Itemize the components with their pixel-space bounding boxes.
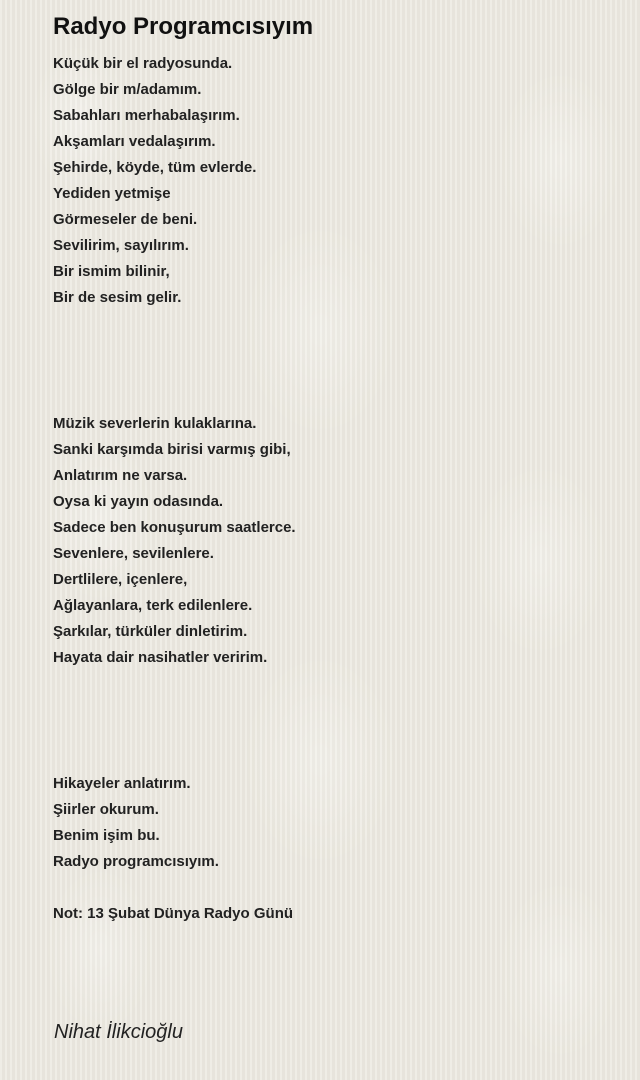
poem-line: Dertlilere, içenlere, <box>53 571 188 588</box>
poem-line: Şarkılar, türküler dinletirim. <box>53 623 248 640</box>
poem-line: Sadece ben konuşurum saatlerce. <box>53 519 296 536</box>
poem-line: Yediden yetmişe <box>53 185 171 202</box>
poem-line: Bir de sesim gelir. <box>53 289 182 306</box>
stanza-2 <box>53 411 613 671</box>
poem-line: Sevenlere, sevilenlere. <box>53 545 214 562</box>
poem-line: Sevilirim, sayılırım. <box>53 237 189 254</box>
poem-note: Not: 13 Şubat Dünya Radyo Günü <box>53 905 294 922</box>
poem-line: Benim işim bu. <box>53 827 160 844</box>
poem-line: Bir ismim bilinir, <box>53 263 170 280</box>
poem-line: Oysa ki yayın odasında. <box>53 493 224 510</box>
stanza-3 <box>53 771 613 875</box>
poem-line: Şiirler okurum. <box>53 801 159 818</box>
poem-line: Müzik severlerin kulaklarına. <box>53 415 257 432</box>
poem-line: Görmeseler de beni. <box>53 211 198 228</box>
poem-line: Ağlayanlara, terk edilenlere. <box>53 597 253 614</box>
poem-line: Radyo programcısıyım. <box>53 853 219 870</box>
poem-line: Küçük bir el radyosunda. <box>53 55 233 72</box>
poem-line: Şehirde, köyde, tüm evlerde. <box>53 159 257 176</box>
poem-line: Hayata dair nasihatler veririm. <box>53 649 268 666</box>
poem-title: Radyo Programcısıyım <box>53 13 314 40</box>
stanza-1 <box>53 51 613 311</box>
poem-line: Sanki karşımda birisi varmış gibi, <box>53 441 291 458</box>
poem-line: Anlatırım ne varsa. <box>53 467 188 484</box>
poem-author: Nihat İlikcioğlu <box>54 1021 183 1043</box>
poem-line: Hikayeler anlatırım. <box>53 775 191 792</box>
poem-line: Sabahları merhabalaşırım. <box>53 107 240 124</box>
poem-line: Akşamları vedalaşırım. <box>53 133 216 150</box>
poem-line: Gölge bir m/adamım. <box>53 81 202 98</box>
